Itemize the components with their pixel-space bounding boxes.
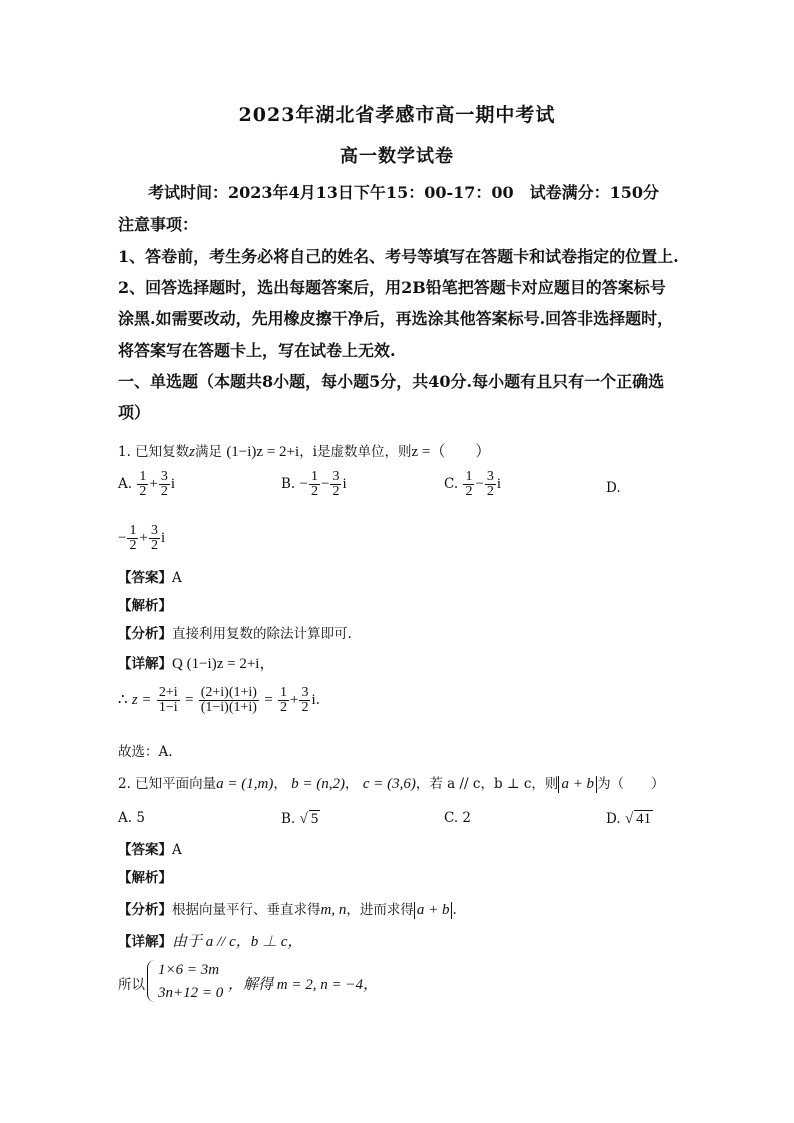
numerator: 3: [301, 685, 309, 700]
period: .: [452, 902, 457, 918]
q1-option-c-label: C.: [444, 476, 459, 492]
numerator: 2+i: [158, 685, 178, 700]
comma: ，: [273, 776, 287, 792]
denominator: (1−i)(1+i): [200, 700, 257, 715]
q1-ask: z =（ ）: [411, 444, 491, 460]
q2-xiangjie-tag: 【详解】: [118, 934, 172, 950]
q1-xiangjie-tag: 【详解】: [118, 656, 172, 672]
q1-option-c: [444, 470, 501, 499]
q2-option-b: [281, 810, 320, 828]
numerator: 3: [150, 523, 158, 538]
minus-sign: −: [299, 476, 308, 492]
q2-vector-c: c = (3,6): [362, 776, 416, 792]
radicand: 5: [310, 811, 319, 827]
q2-option-a: A. 5: [118, 810, 145, 826]
imag-unit: i: [311, 692, 316, 708]
imag-unit: i: [170, 476, 175, 492]
sqrt-sign: √: [299, 811, 308, 827]
numerator: 1: [280, 685, 287, 700]
q2-option-d-label: D.: [606, 811, 621, 827]
fraction: [157, 686, 180, 715]
q2-fenxi-tag: 【分析】: [118, 902, 172, 918]
q2-option-d: [606, 810, 653, 828]
denominator: 2: [139, 484, 147, 499]
fraction: [330, 470, 341, 499]
q1-option-d-label: D.: [606, 480, 621, 496]
q1-mid2: ，i是虚数单位，则: [299, 444, 412, 460]
q1-fenxi-text: 直接利用复数的除法计算即可.: [172, 626, 352, 642]
minus-sign: −: [118, 530, 127, 546]
q1-analysis-tag: 【解析】: [118, 598, 172, 614]
q1-var-z: z: [189, 444, 196, 460]
q2-answer-value: A: [172, 842, 182, 858]
q2-fenxi-vars: m, n: [320, 902, 347, 918]
system-brace: [147, 960, 156, 1002]
q2-vector-b: b = (n,2): [291, 776, 346, 792]
q2-analysis-tag: 【解析】: [118, 870, 172, 886]
section-heading-line-2: 项）: [118, 403, 151, 422]
question-2-stem: [118, 772, 665, 793]
denominator: 2: [280, 700, 287, 715]
notes-item-2-line-3: 将答案写在答题卡上，写在试卷上无效.: [118, 341, 396, 360]
page-subtitle: 高一数学试卷: [340, 146, 454, 167]
therefore-symbol: ∴: [118, 692, 128, 708]
q2-ask: 为（ ）: [597, 776, 665, 792]
numerator: 3: [486, 469, 494, 484]
fraction: [299, 686, 310, 715]
equals-sign: =: [264, 692, 273, 708]
q1-answer-tag: 【答案】: [118, 570, 172, 586]
minus-sign: −: [475, 476, 484, 492]
fraction: [485, 470, 496, 499]
q1-answer-value: A: [172, 570, 182, 586]
fraction: [149, 524, 160, 553]
fraction: [159, 470, 170, 499]
notes-item-2-line-1: 2、回答选择题时，选出每题答案后，用2B铅笔把答题卡对应题目的答案标号: [118, 278, 666, 297]
radicand: 41: [636, 811, 652, 827]
equals-sign: =: [184, 692, 194, 708]
q2-xiangjie: [118, 930, 302, 951]
q2-condition: ，若 a // c，b ⊥ c，则: [415, 776, 559, 792]
q1-fenxi: [118, 622, 352, 642]
plus-sign: +: [139, 530, 148, 546]
notes-item-2-line-2: 涂黑.如需要改动，先用橡皮擦干净后，再选涂其他答案标号.回答非选择题时，: [118, 309, 674, 328]
imag-unit: i: [342, 476, 347, 492]
system-equation-2: 3n+12 = 0: [158, 985, 224, 1001]
comma: ，: [345, 776, 359, 792]
system-equation-1: 1×6 = 3m: [158, 962, 220, 978]
denominator: 2: [129, 538, 137, 553]
q1-mid1: 满足: [195, 444, 223, 460]
denominator: 2: [310, 484, 318, 499]
denominator: 2: [486, 484, 494, 499]
q1-option-a: [118, 470, 175, 499]
q2-vector-a: a = (1,m): [216, 776, 274, 792]
q1-xiangjie: [118, 652, 274, 673]
q1-answer: [118, 566, 182, 586]
minus-sign: −: [320, 476, 330, 492]
q2-suoyi: 所以: [118, 977, 145, 993]
q2-answer: [118, 838, 182, 858]
denominator: 2: [465, 484, 473, 499]
plus-sign: +: [149, 476, 158, 492]
q1-xiangjie-text: Q (1−i)z = 2+i，: [172, 656, 275, 672]
q2-prefix: 2. 已知平面向量: [118, 776, 217, 792]
numerator: 1: [465, 469, 473, 484]
q1-option-b-label: B.: [281, 476, 296, 492]
fraction: [137, 470, 148, 499]
imag-unit: i: [496, 476, 502, 492]
q1-option-a-label: A.: [118, 476, 133, 492]
q1-fenxi-tag: 【分析】: [118, 626, 172, 642]
notes-heading: 注意事项：: [118, 215, 199, 234]
q2-option-c: C. 2: [444, 810, 472, 826]
imag-unit: i: [160, 530, 166, 546]
numerator: (2+i)(1+i): [200, 685, 257, 700]
section-heading-line-1: 一、单选题（本题共8小题，每小题5分，共40分.每小题有且只有一个正确选: [118, 372, 665, 391]
fraction: [463, 470, 474, 499]
denominator: 1−i: [158, 700, 178, 715]
q2-fenxi-text-2: ，进而求得: [346, 902, 414, 918]
q2-option-b-label: B.: [281, 811, 296, 827]
denominator: 2: [332, 484, 340, 499]
fraction: [199, 686, 259, 715]
q2-fenxi-text-1: 根据向量平行、垂直求得: [172, 902, 321, 918]
numerator: 3: [160, 469, 168, 484]
numerator: 1: [139, 469, 147, 484]
numerator: 1: [129, 523, 137, 538]
q2-answer-tag: 【答案】: [118, 842, 172, 858]
q1-equation: (1−i)z = 2+i: [226, 444, 300, 460]
q1-prefix: 1. 已知复数: [118, 444, 190, 460]
fraction: [127, 524, 138, 553]
q2-fenxi: [118, 898, 457, 919]
numerator: 3: [332, 469, 340, 484]
fraction: [309, 470, 320, 499]
numerator: 1: [310, 469, 318, 484]
denominator: 2: [160, 484, 168, 499]
denominator: 2: [150, 538, 158, 553]
q1-option-d: [118, 524, 165, 553]
denominator: 2: [301, 700, 309, 715]
period: .: [315, 692, 320, 708]
q1-conclusion: 故选：A.: [118, 744, 173, 760]
q2-xiangjie-text: 由于 a // c，b ⊥ c，: [172, 934, 303, 950]
question-1-stem: [118, 440, 490, 461]
page-title: 2023年湖北省孝感市高一期中考试: [238, 104, 556, 126]
fraction: [278, 686, 289, 715]
q2-solve-result: ，解得 m = 2, n = −4，: [228, 977, 378, 993]
q1-option-b: [281, 470, 347, 499]
q2-abs-a-plus-b: a + b: [558, 776, 597, 793]
exam-info: 考试时间：2023年4月13日下午15：00-17：00 试卷满分：150分: [148, 183, 660, 202]
sqrt-sign: √: [624, 811, 634, 827]
z-equals: z =: [131, 692, 152, 708]
plus-sign: +: [290, 692, 299, 708]
q1-solution-equation: [118, 686, 320, 715]
q2-abs-a-plus-b: a + b: [414, 902, 453, 919]
notes-item-1: 1、答卷前，考生务必将自己的姓名、考号等填写在答题卡和试卷指定的位置上.: [118, 247, 679, 266]
